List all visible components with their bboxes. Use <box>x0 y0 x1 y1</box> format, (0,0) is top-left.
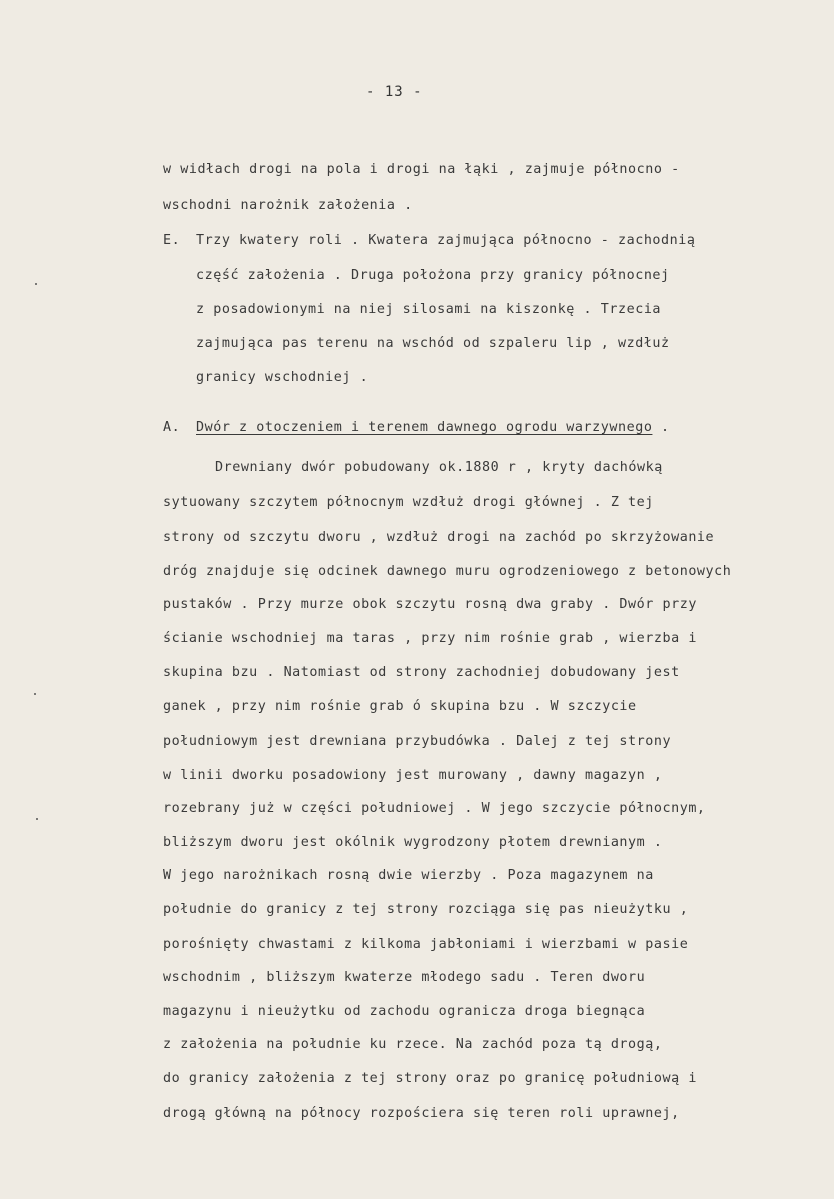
text-line: południowym jest drewniana przybudówka . Dalej z tej strony <box>163 734 672 749</box>
text-line: magazynu i nieużytku od zachodu ogranicza droga biegnąca <box>163 1004 646 1019</box>
text-line: Trzy kwatery roli . Kwatera zajmująca północno - zachodnią <box>196 233 696 248</box>
text-line: bliższym dworu jest okólnik wygrodzony płotem drewnianym . <box>163 835 663 850</box>
text-line: ganek , przy nim rośnie grab ó skupina bzu . W szczycie <box>163 699 637 714</box>
text-line: w linii dworku posadowiony jest murowany , dawny magazyn , <box>163 768 663 783</box>
text-line: dróg znajduje się odcinek dawnego muru ogrodzeniowego z betonowych <box>163 564 732 579</box>
text-line: z założenia na południe ku rzece. Na zachód poza tą drogą, <box>163 1037 663 1052</box>
section-a-label: A. <box>163 420 181 435</box>
text-line: w widłach drogi na pola i drogi na łąki , zajmuje północno - <box>163 162 680 177</box>
text-line: porośnięty chwastami z kilkoma jabłoniami i wierzbami w pasie <box>163 937 689 952</box>
text-line: sytuowany szczytem północnym wzdłuż drogi głównej . Z tej <box>163 495 654 510</box>
text-line: z posadowionymi na niej silosami na kiszonkę . Trzecia <box>196 302 662 317</box>
text-line: rozebrany już w części południowej . W jego szczycie północnym, <box>163 801 706 816</box>
text-line: część założenia . Druga położona przy granicy północnej <box>196 268 670 283</box>
page-number: - 13 - <box>366 84 423 100</box>
text-line: zajmująca pas terenu na wschód od szpaleru lip , wzdłuż <box>196 336 670 351</box>
text-line: do granicy założenia z tej strony oraz po granicę południową i <box>163 1071 697 1086</box>
text-line: granicy wschodniej . <box>196 370 369 385</box>
text-line: W jego narożnikach rosną dwie wierzby . Poza magazynem na <box>163 868 654 883</box>
paper-speck <box>35 283 37 285</box>
item-e-label: E. <box>163 233 181 248</box>
text-line: wschodni narożnik założenia . <box>163 198 413 213</box>
section-heading-text: Dwór z otoczeniem i terenem dawnego ogrodu warzywnego <box>196 420 653 435</box>
section-a-heading <box>196 419 670 437</box>
section-heading-end: . <box>652 420 670 435</box>
paper-speck <box>36 818 38 820</box>
text-line: południe do granicy z tej strony rozciąga się pas nieużytku , <box>163 902 689 917</box>
text-line: Drewniany dwór pobudowany ok.1880 r , kryty dachówką <box>215 460 663 475</box>
text-line: ścianie wschodniej ma taras , przy nim rośnie grab , wierzba i <box>163 631 697 646</box>
paper-speck <box>34 693 36 695</box>
text-line: wschodnim , bliższym kwaterze młodego sadu . Teren dworu <box>163 970 646 985</box>
text-line: pustaków . Przy murze obok szczytu rosną dwa graby . Dwór przy <box>163 597 697 612</box>
text-line: strony od szczytu dworu , wzdłuż drogi na zachód po skrzyżowanie <box>163 530 715 545</box>
text-line: drogą główną na północy rozpościera się teren roli uprawnej, <box>163 1106 680 1121</box>
text-line: skupina bzu . Natomiast od strony zachodniej dobudowany jest <box>163 665 680 680</box>
